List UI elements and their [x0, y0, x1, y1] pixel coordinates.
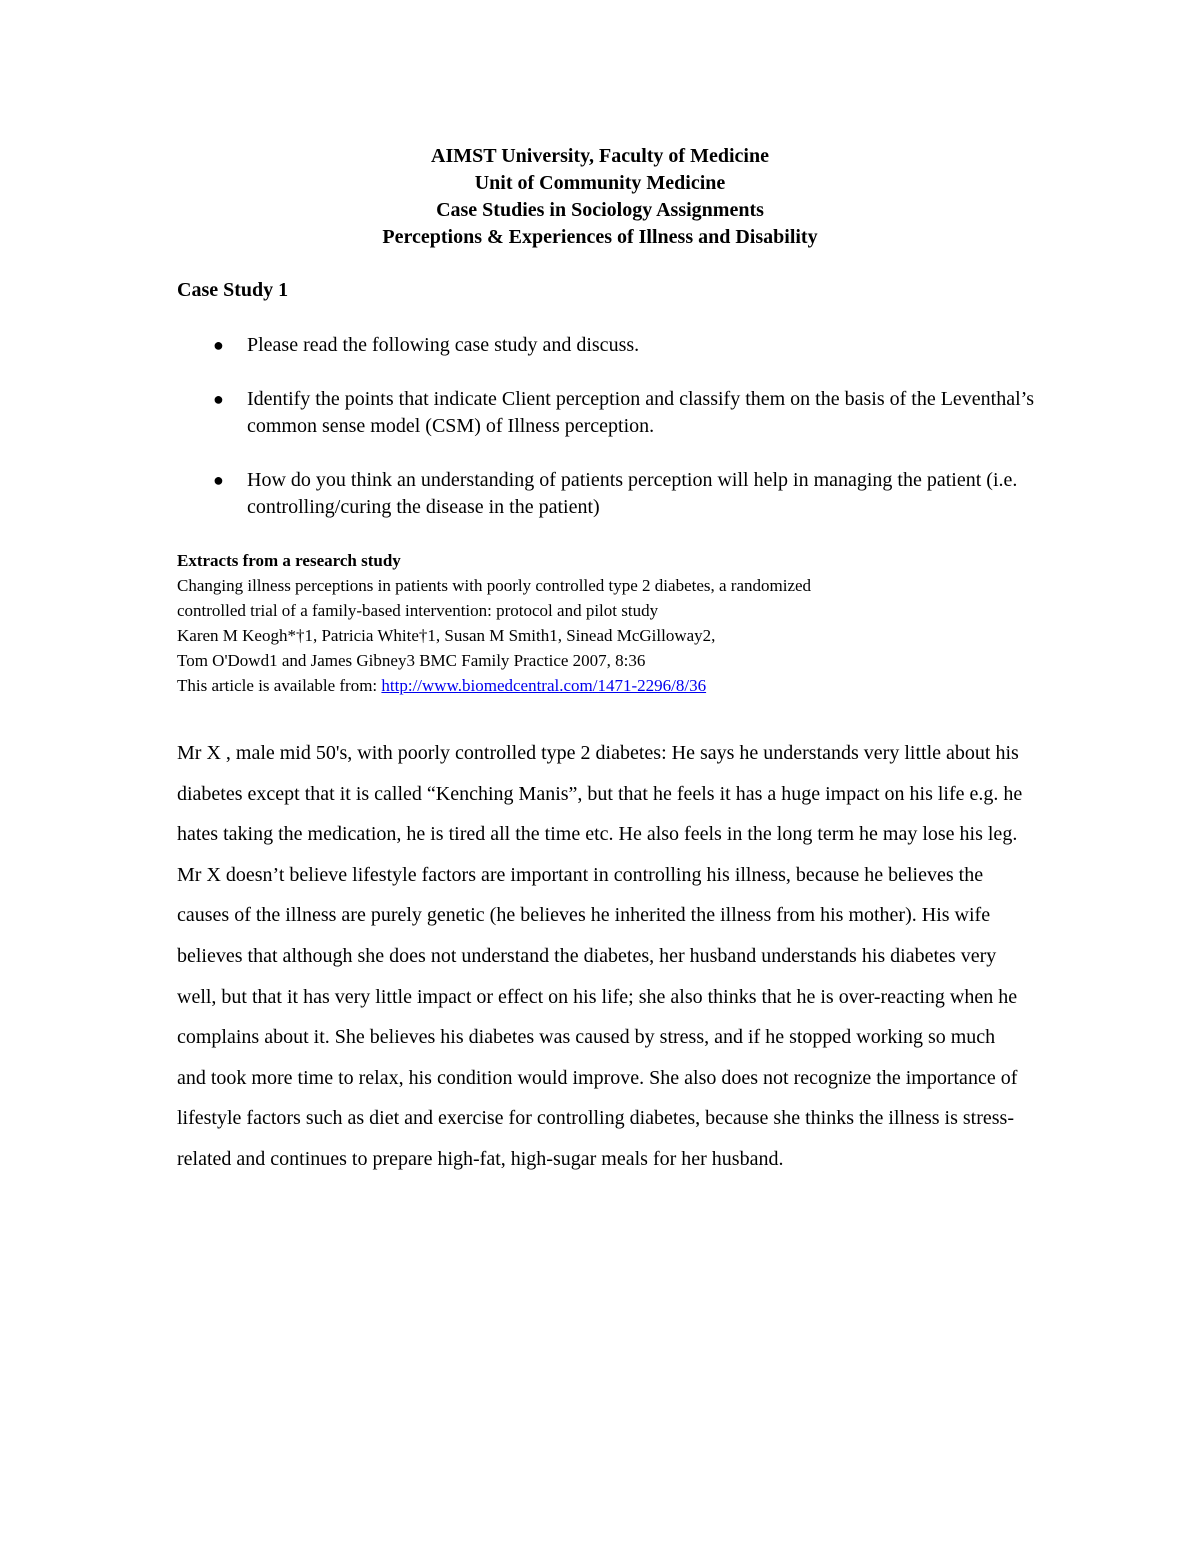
extract-line: Changing illness perceptions in patients with poorly controlled type 2 diabetes, a randomized — [177, 576, 812, 595]
availability-label: This article is available from: — [177, 676, 382, 695]
extract-citation: Tom O'Dowd1 and James Gibney3 BMC Family Practice 2007, 8:36 — [177, 651, 646, 670]
article-link[interactable]: http://www.biomedcentral.com/1471-2296/8/36 — [381, 676, 707, 695]
header-unit: Unit of Community Medicine — [474, 172, 726, 194]
instruction-text: How do you think an understanding of patients perception will help in managing the patient (i.e. controlling/curing the disease in the patient) — [247, 469, 1018, 518]
extract-title: Extracts from a research study — [177, 551, 401, 570]
header-assignment: Case Studies in Sociology Assignments — [436, 199, 764, 221]
header-university: AIMST University, Faculty of Medicine — [431, 145, 769, 167]
research-extract — [177, 548, 1037, 698]
case-study-title: Case Study 1 — [177, 279, 289, 301]
extract-availability — [177, 673, 1037, 698]
instruction-text: Please read the following case study and discuss. — [247, 334, 640, 356]
instruction-text: Identify the points that indicate Client perception and classify them on the basis of the Leventhal’s common sense model (CSM) of Illness perception. — [247, 388, 1035, 437]
extract-authors: Karen M Keogh*†1, Patricia White†1, Susan M Smith1, Sinead McGilloway2, — [177, 626, 716, 645]
header-topic: Perceptions & Experiences of Illness and Disability — [382, 226, 818, 248]
extract-line: controlled trial of a family-based intervention: protocol and pilot study — [177, 601, 659, 620]
bullet-icon: ● — [213, 335, 224, 355]
case-description: Mr X , male mid 50's, with poorly controlled type 2 diabetes: He says he understands very little about his diabetes except that it is called “Kenching Manis”, but that he feels it has a huge impact on his life e.g. he hates taking the medication, he is tired all the time etc. He also feels in the long term he may lose his leg. Mr X doesn’t believe lifestyle factors are important in controlling his illness, because he believes the causes of the illness are purely genetic (he believes he inherited the illness from his mother). His wife believes that although she does not understand the diabetes, her husband understands his diabetes very well, but that it has very little impact or effect on his life; she also thinks that he is over-reacting when he complains about it. She believes his diabetes was caused by stress, and if he stopped working so much and took more time to relax, his condition would improve. She also does not recognize the importance of lifestyle factors such as diet and exercise for controlling diabetes, because she thinks the illness is stress-related and continues to prepare high-fat, high-sugar meals for her husband. — [177, 742, 1023, 1170]
bullet-icon: ● — [213, 470, 224, 490]
document-header — [0, 143, 1200, 251]
bullet-icon: ● — [213, 389, 224, 409]
